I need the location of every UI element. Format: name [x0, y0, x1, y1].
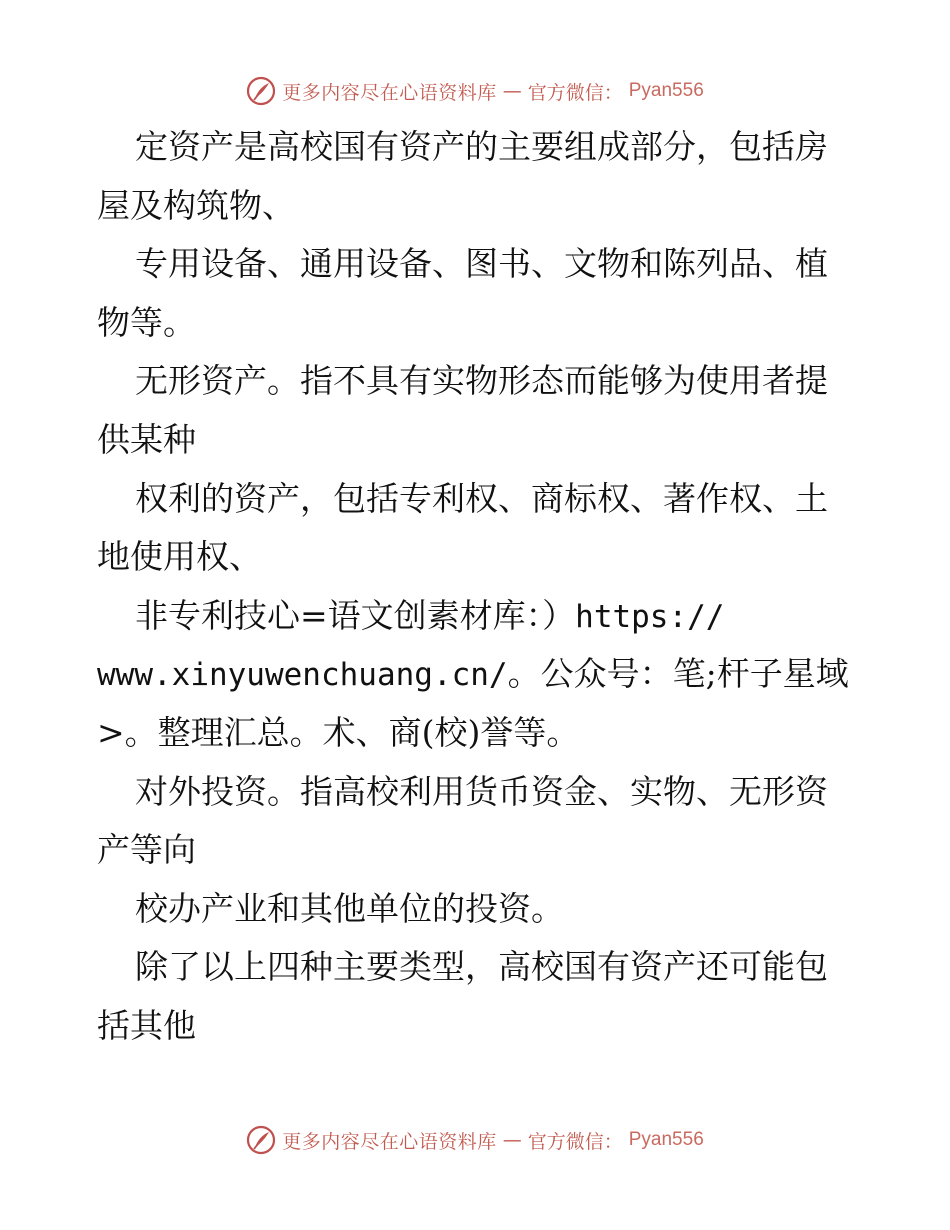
text-line: 供某种: [97, 419, 196, 459]
quill-logo-icon: [246, 76, 276, 106]
text-line: 除了以上四种主要类型，高校国有资产还可能包: [135, 947, 828, 987]
url-fragment: www.xinyuwenchuang.cn/: [97, 657, 508, 694]
footer-dash: —: [502, 1129, 522, 1151]
header-watermark: [0, 74, 950, 108]
quill-logo-icon: [246, 1125, 276, 1155]
footer-watermark: [0, 1123, 950, 1157]
text-line: 权利的资产，包括专利权、商标权、著作权、土: [135, 478, 828, 518]
text-line: 屋及构筑物、: [97, 185, 295, 225]
text-fragment: 。公众号：笔;杆子星域: [507, 654, 849, 694]
text-line: 无形资产。指不具有实物形态而能够为使用者提: [135, 361, 828, 401]
text-line: [97, 645, 857, 704]
text-line: 物等。: [97, 302, 196, 342]
footer-wechat-label: 官方微信：: [527, 1130, 623, 1153]
text-fragment: 非专利技心=语文创素材库：）: [135, 595, 576, 635]
header-dash: —: [502, 80, 522, 102]
text-line: 专用设备、通用设备、图书、文物和陈列品、植: [135, 244, 828, 284]
text-line: 括其他: [97, 1005, 196, 1045]
url-fragment: https://: [575, 598, 725, 635]
text-line: 地使用权、: [97, 537, 262, 577]
text-line: [97, 587, 857, 646]
header-wechat-id: Pyan556: [628, 80, 704, 101]
text-line: >。整理汇总。术、商(校)誉等。: [97, 712, 580, 752]
footer-wechat-id: Pyan556: [628, 1129, 704, 1150]
header-brand-text: 更多内容尽在心语资料库: [282, 81, 497, 104]
text-line: 定资产是高校国有资产的主要组成部分，包括房: [135, 127, 828, 166]
text-line: 对外投资。指高校利用货币资金、实物、无形资: [135, 771, 828, 811]
text-line: 产等向: [97, 830, 196, 870]
header-wechat-label: 官方微信：: [527, 81, 623, 104]
body-text: [97, 118, 857, 1056]
text-line: 校办产业和其他单位的投资。: [135, 888, 564, 928]
footer-brand-text: 更多内容尽在心语资料库: [282, 1130, 497, 1153]
